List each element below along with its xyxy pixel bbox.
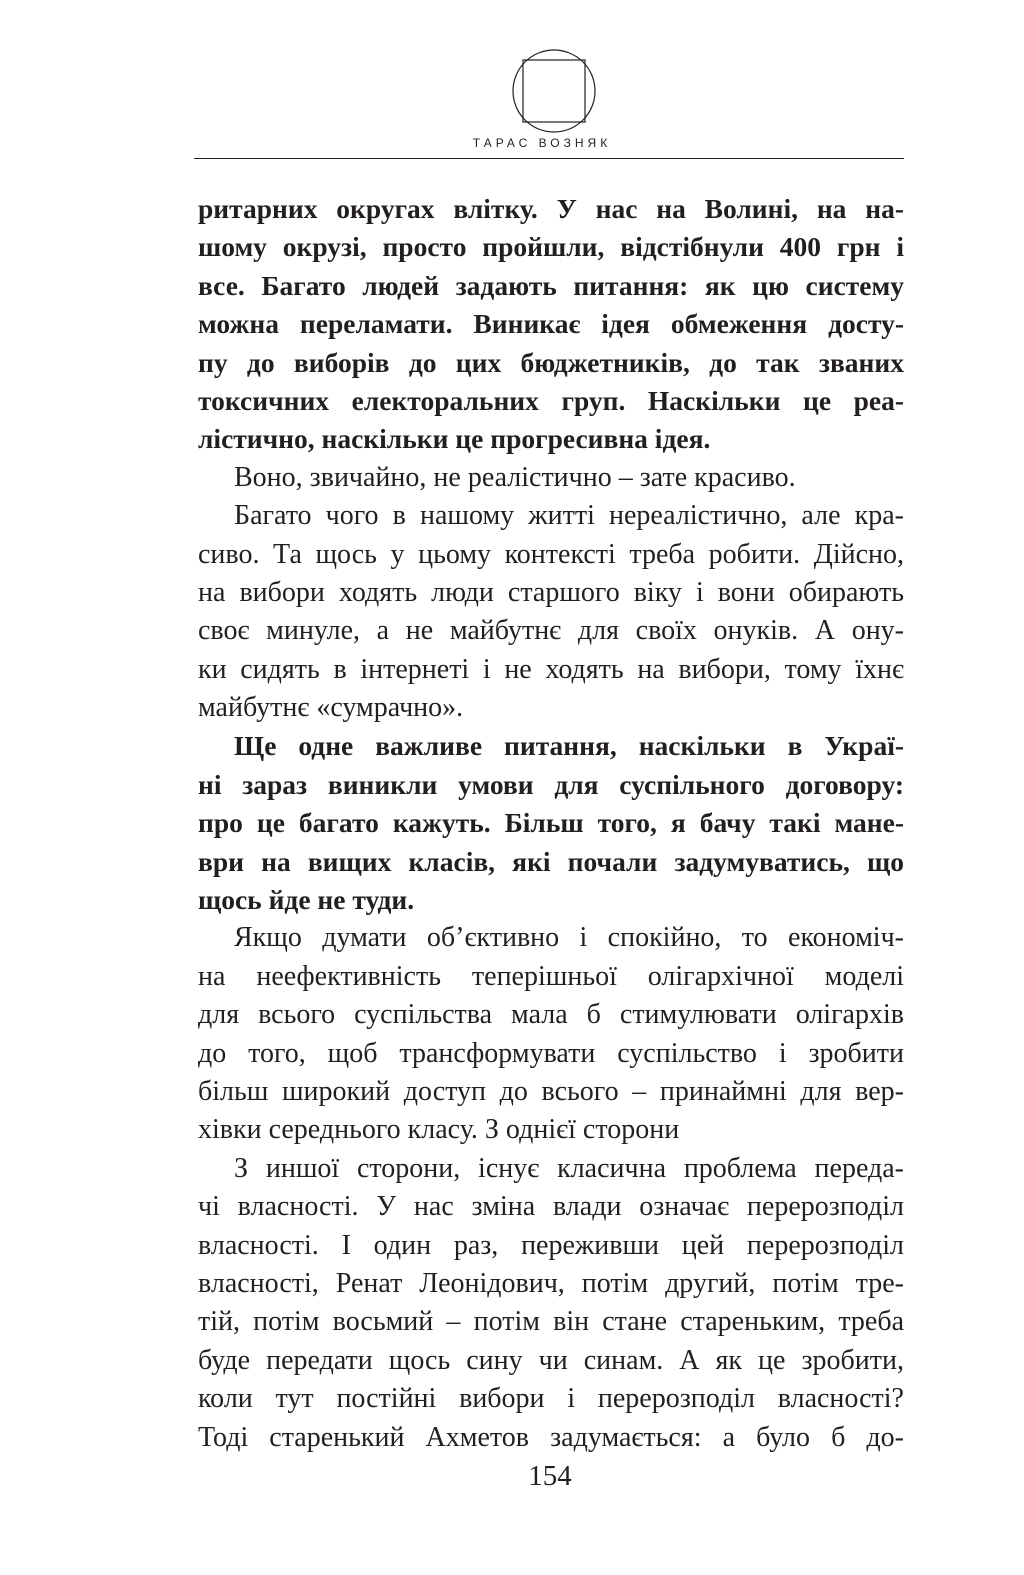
text-line: майбутнє «сумрачно». — [198, 692, 464, 724]
text-line: до того, щоб трансформувати суспільство і зробити — [198, 1037, 904, 1069]
text-line: можна переламати. Виникає ідея обмеження досту- — [198, 308, 904, 340]
text-line: Тоді старенький Ахметов задумається: а було б до- — [198, 1421, 904, 1453]
text-line: ври на вищих класів, які почали задумуватись, що — [198, 845, 904, 877]
text-line: буде передати щось сину чи синам. А як це зробити, — [198, 1344, 904, 1376]
body-text — [198, 190, 904, 1457]
text-line: сиво. Та щось у цьому контексті треба робити. Дійсно, — [198, 538, 904, 570]
text-line: більш широкий доступ до всього – принаймні для вер- — [198, 1075, 904, 1107]
text-line: власності. І один раз, переживши цей перерозподіл — [198, 1229, 904, 1261]
page-number: 154 — [528, 1460, 572, 1492]
text-line: Багато чого в нашому житті нереалістично, але кра- — [234, 500, 904, 532]
text-line: власності, Ренат Леонідович, потім другий, потім тре- — [198, 1267, 904, 1299]
text-line: ритарних округах влітку. У нас на Волині, на на- — [198, 193, 904, 224]
text-line: щось йде не туди. — [198, 884, 415, 916]
running-head-author: ТАРАС ВОЗНЯК — [472, 136, 612, 150]
text-line: ки сидять в інтернеті і не ходять на вибори, тому їхнє — [198, 653, 904, 685]
text-line: все. Багато людей задають питання: як цю систему — [198, 269, 904, 301]
text-line: своє минуле, а не майбутнє для своїх онуків. А ону- — [198, 615, 904, 647]
text-line: для всього суспільства мала б стимулювати олігархів — [198, 999, 904, 1031]
text-line: Якщо думати об’єктивно і спокійно, то економіч- — [234, 922, 904, 954]
text-line: тій, потім восьмий – потім він стане стареньким, треба — [198, 1306, 904, 1338]
text-line: лістично, наскільки це прогресивна ідея. — [198, 423, 711, 455]
text-line: про це багато кажуть. Більш того, я бачу такі мане- — [198, 807, 904, 839]
text-line: Воно, звичайно, не реалістично – зате красиво. — [234, 461, 796, 493]
text-line: пу до виборів до цих бюджетників, до так званих — [198, 346, 904, 378]
circle-square-emblem-icon — [511, 48, 597, 134]
text-line: коли тут постійні вибори і перерозподіл власності? — [198, 1383, 904, 1415]
header-rule — [194, 158, 904, 159]
text-line: З иншої сторони, існує класична проблема переда- — [234, 1152, 904, 1184]
text-line: на вибори ходять люди старшого віку і вони обирають — [198, 576, 904, 608]
text-line: токсичних електоральних груп. Наскільки це реа- — [198, 384, 904, 416]
text-line: ні зараз виникли умови для суспільного договору: — [198, 768, 904, 800]
text-line: на неефективність теперішньої олігархічної моделі — [198, 960, 904, 992]
text-line: хівки середнього класу. З однієї сторони — [198, 1114, 680, 1146]
text-line: Ще одне важливе питання, наскільки в Украї- — [234, 730, 904, 762]
text-line: чі власності. У нас зміна влади означає перерозподіл — [198, 1191, 904, 1223]
text-line: шому окрузі, просто пройшли, відстібнули 400 грн і — [198, 231, 904, 263]
